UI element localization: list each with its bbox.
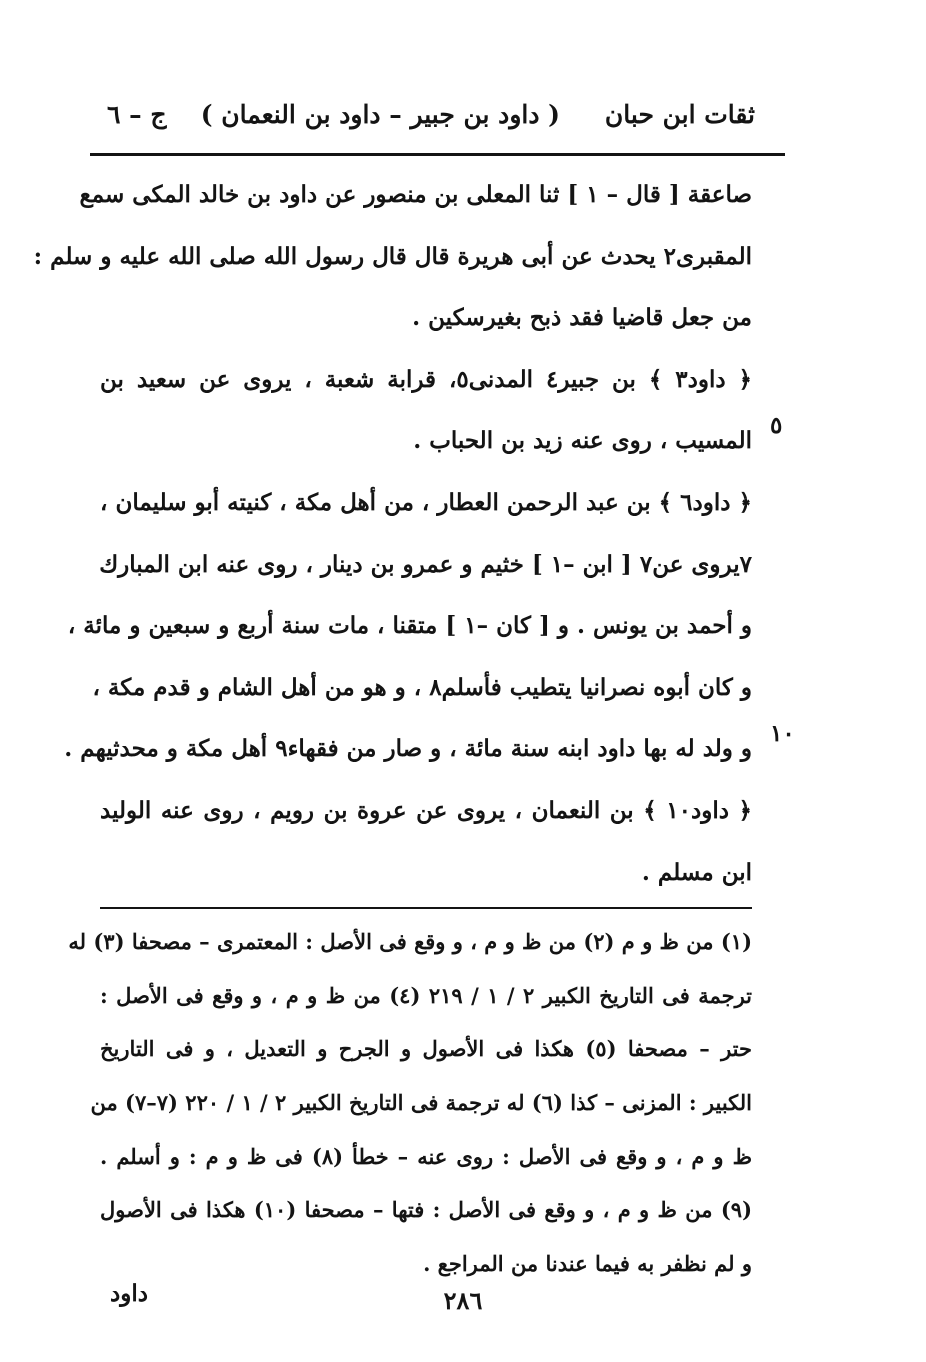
main-text — [33, 164, 753, 903]
header-rule — [90, 153, 785, 156]
footnote-line: ظ و م ، و وقع فى الأصل : روى عنه – خطأ (٨) فى ظ و م : و أسلم . — [100, 1143, 752, 1169]
footnote-line: الكبير : المزنى – كذا (٦) له ترجمة فى التاريخ الكبير ٢ / ١ / ٢٢٠ (٧–٧) من — [90, 1090, 752, 1116]
entry-range: ( داود بن جبير – داود بن النعمان ) — [200, 100, 560, 129]
text-line: ﴿ داود١٠ ﴾ بن النعمان ، يروى عن عروة بن رويم ، روى عنه الوليد — [100, 796, 753, 824]
text-line: المقبرى٢ يحدث عن أبى هريرة قال قال رسول الله صلى الله عليه و سلم : — [33, 242, 752, 270]
footnote-line: (١) من ظ و م (٢) من ظ و م ، و وقع فى الأصل : المعتمرى – مصحفا (٣) له — [68, 929, 752, 954]
text-line: ﴿ داود٣ ﴾ بن جبير٤ المدنى٥، قرابة شعبة ، يروى عن سعيد بن — [100, 365, 752, 393]
text-line: ابن مسلم . — [641, 858, 752, 886]
footnote-line: حتر – مصحفا (٥) هكذا فى الأصول و الجرح و التعديل ، و فى التاريخ — [100, 1036, 752, 1062]
text-line: و أحمد بن يونس . و [ كان –١ ] متقنا ، مات سنة أربع و سبعين و مائة ، — [67, 612, 752, 640]
text-line: و ولد له بها داود ابنه سنة مائة ، و صار من فقهاء٩ أهل مكة و محدثيهم . — [64, 735, 752, 763]
footnotes — [68, 915, 753, 1291]
volume-label: ج – ٦ — [107, 100, 167, 129]
catchword: داود — [110, 1280, 148, 1307]
text-line: من جعل قاضيا فقد ذبح بغيرسكين . — [412, 304, 752, 332]
text-line: المسيب ، روى عنه زيد بن الحباب . — [413, 427, 752, 455]
text-line: ﴿ داود٦ ﴾ بن عبد الرحمن العطار ، من أهل مكة ، كنيته أبو سليمان ، — [100, 488, 753, 516]
page-number: ٢٨٦ — [443, 1286, 483, 1315]
text-line: ٧يروى عن٧ [ ابن –١ ] خثيم و عمرو بن دينار ، روى عنه ابن المبارك — [99, 550, 752, 578]
footnote-line: (٩) من ظ و م ، و وقع فى الأصل : فتها – مصحفا (١٠) هكذا فى الأصول — [100, 1197, 752, 1223]
running-header — [95, 100, 755, 140]
line-number-5: ٥ — [770, 412, 783, 439]
text-line: صاعقة [ قال – ١ ] ثنا المعلى بن منصور عن داود بن خالد المكى سمع — [79, 181, 752, 208]
book-title: ثقات ابن حبان — [604, 100, 755, 129]
footnote-line: ترجمة فى التاريخ الكبير ٢ / ١ / ٢١٩ (٤) من ظ و م ، و وقع فى الأصل : — [100, 982, 753, 1008]
text-line: و كان أبوه نصرانيا يتطيب فأسلم٨ ، و هو من أهل الشام و قدم مكة ، — [92, 673, 752, 701]
line-number-10: ١٠ — [770, 720, 795, 747]
footnote-rule — [100, 907, 752, 909]
footnote-line: و لم نظفر به فيما عندنا من المراجع . — [423, 1251, 752, 1277]
